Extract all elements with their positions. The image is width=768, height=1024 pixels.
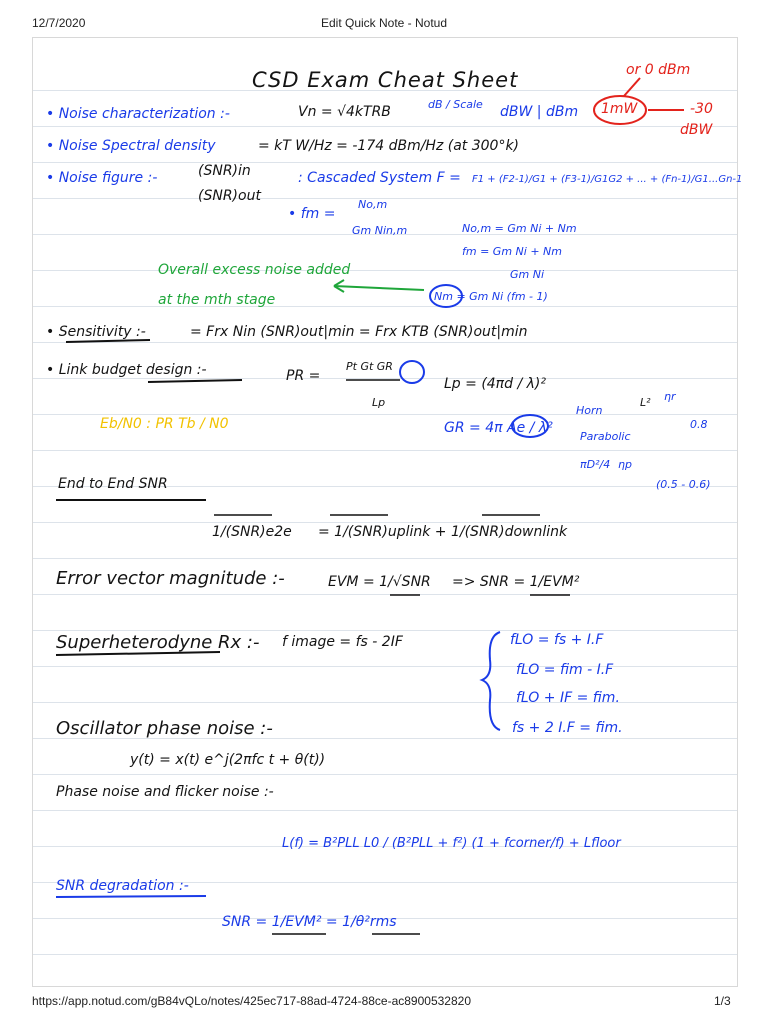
noise-char-arrow-label: dB / Scale (428, 98, 483, 111)
l2-label: L² (640, 396, 651, 409)
cascaded-terms: F1 + (F2-1)/G1 + (F3-1)/G1G2 + ... + (Fn-1)/G1...Gn-1 (472, 174, 743, 185)
horn-label: Horn (576, 404, 603, 417)
fm-num2: fm = Gm Ni + Nm (462, 245, 562, 258)
evm-implies: => SNR = 1/EVM² (452, 574, 580, 590)
superhet-case-3: fLO + IF = fim. (516, 690, 620, 706)
nom-eq1: No,m = Gm Ni + Nm (462, 222, 577, 235)
sensitivity-formula: = Frx Nin (SNR)out|min = Frx KTB (SNR)out|min (190, 324, 528, 340)
lp-formula: Lp = (4πd / λ)² (444, 376, 546, 392)
print-title: Edit Quick Note - Notud (320, 16, 448, 30)
superhet-case-2: fLO = fim - I.F (516, 662, 614, 678)
superhet-formula: f image = fs - 2IF (282, 634, 403, 650)
print-date: 12/7/2020 (32, 16, 86, 30)
noise-density-formula: = kT W/Hz = -174 dBm/Hz (at 300°k) (258, 138, 520, 154)
e2e-rhs: = 1/(SNR)uplink + 1/(SNR)downlink (318, 524, 568, 540)
eta-r: ηr (664, 390, 676, 403)
superhet-label: Superheterodyne Rx :- (56, 632, 260, 653)
noise-char-unit: dBW | dBm (500, 104, 579, 120)
green-note-2: at the mth stage (158, 292, 276, 308)
eta-p: ηp (618, 458, 632, 471)
noise-char-formula: Vn = √4kTRB (298, 104, 391, 120)
superhet-case-4: fs + 2 I.F = fim. (512, 720, 623, 736)
range-label: (0.5 - 0.6) (656, 478, 711, 491)
snr-deg-label: SNR degradation :- (56, 878, 189, 894)
sensitivity-label: • Sensitivity :- (46, 324, 146, 340)
nm-eq: Nm = Gm Ni (fm - 1) (434, 290, 548, 303)
pi-d: πD²/4 (580, 458, 611, 471)
eb-no: Eb/N0 : PR Tb / N0 (100, 416, 229, 432)
parabolic-label: Parabolic (580, 430, 631, 443)
snr-in: (SNR)in (198, 163, 251, 179)
one-mw-note: 1mW (601, 101, 638, 117)
minus30-note: -30 (690, 101, 713, 117)
green-note-1: Overall excess noise added (158, 262, 351, 278)
osc-label: Oscillator phase noise :- (56, 718, 273, 739)
fm-num: No,m (358, 198, 388, 211)
phase-formula: L(f) = B²PLL L0 / (B²PLL + f²) (1 + fcorner/f) + Lfloor (282, 836, 621, 851)
fm-den2: Gm Ni (510, 268, 545, 281)
snr-deg-formula: SNR = 1/EVM² = 1/θ²rms (222, 914, 397, 930)
dbw-note: dBW (680, 122, 713, 138)
point8: 0.8 (690, 418, 708, 431)
superhet-case-1: fLO = fs + I.F (510, 632, 604, 648)
phase-label: Phase noise and flicker noise :- (56, 784, 274, 800)
note-title: CSD Exam Cheat Sheet (252, 68, 519, 92)
evm-label: Error vector magnitude :- (56, 568, 285, 589)
fm-den: Gm Nin,m (352, 224, 408, 237)
or-0dbm-note: or 0 dBm (626, 62, 691, 78)
print-page-number: 1/3 (714, 994, 731, 1008)
e2e-label: End to End SNR (58, 476, 168, 492)
evm-formula: EVM = 1/√SNR (328, 574, 431, 590)
pr-num: Pt Gt GR (346, 360, 393, 373)
gr-formula: GR = 4π Ae / λ² (444, 420, 553, 436)
fm-lhs: • fm = (288, 206, 336, 222)
noise-char-label: • Noise characterization :- (46, 106, 230, 122)
pr-den: Lp (372, 396, 386, 409)
pr-lhs: PR = (286, 368, 321, 384)
noise-density-label: • Noise Spectral density (46, 138, 216, 154)
osc-formula: y(t) = x(t) e^j(2πfc t + θ(t)) (130, 752, 326, 768)
e2e-lhs: 1/(SNR)e2e (212, 524, 292, 540)
print-url: https://app.notud.com/gB84vQLo/notes/425ec717-88ad-4724-88ce-ac8900532820 (32, 994, 471, 1008)
cascaded-label: : Cascaded System F = (298, 170, 461, 186)
noise-figure-label: • Noise figure :- (46, 170, 158, 186)
snr-out: (SNR)out (198, 188, 261, 204)
link-budget-label: • Link budget design :- (46, 362, 207, 378)
